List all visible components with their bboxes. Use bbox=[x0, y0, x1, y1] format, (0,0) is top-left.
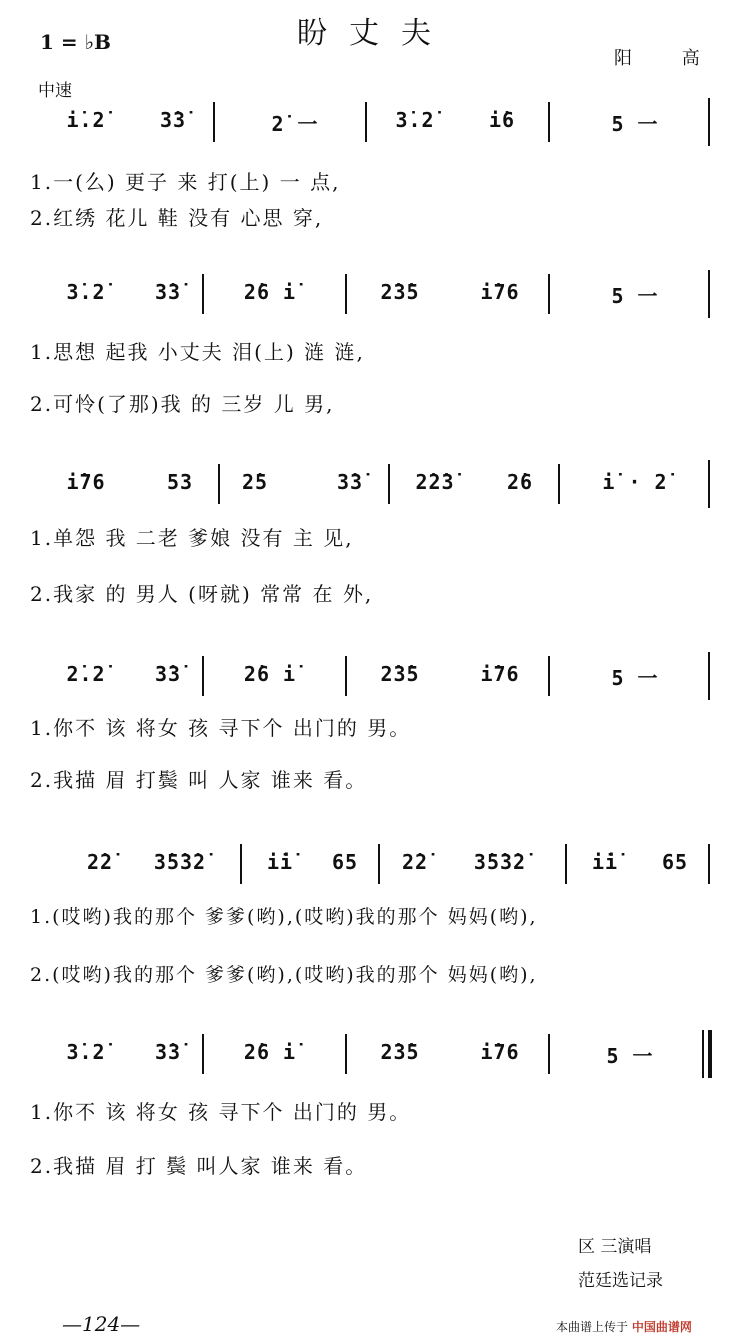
note-group: 2̇6 bbox=[506, 470, 534, 494]
bar-line bbox=[202, 1034, 204, 1074]
note-group: 2̇.2̇ bbox=[66, 662, 106, 686]
bar-line bbox=[388, 464, 390, 504]
lyric-verse-1: 1.(哎哟)我的那个 爹爹(哟),(哎哟)我的那个 妈妈(哟), bbox=[30, 906, 538, 928]
note-group: 65 bbox=[331, 850, 359, 874]
note-group: 3̇.2̇ bbox=[395, 108, 435, 132]
lyric-verse-2: 2.(哎哟)我的那个 爹爹(哟),(哎哟)我的那个 妈妈(哟), bbox=[30, 964, 538, 986]
note-group: 2̇3̇5 bbox=[380, 662, 420, 686]
bar-line bbox=[708, 98, 710, 146]
bar-line bbox=[345, 656, 347, 696]
bar-line bbox=[708, 270, 710, 318]
note-group: 2̇2̇ bbox=[86, 850, 114, 874]
note-group: 5 一 bbox=[606, 1044, 654, 1068]
note-group: 3̇3̇ bbox=[154, 662, 182, 686]
source-brand: 中国曲谱网 bbox=[631, 1320, 692, 1334]
singer-credit: 区 三演唱 bbox=[578, 1237, 652, 1257]
bar-line bbox=[213, 102, 215, 142]
lyric-verse-2: 2.我描 眉 打鬓 叫 人家 谁来 看。 bbox=[30, 768, 368, 792]
note-group: i̇76 bbox=[480, 280, 520, 304]
bar-line bbox=[708, 844, 710, 884]
bar-line bbox=[548, 102, 550, 142]
note-group: 53 bbox=[166, 470, 194, 494]
bar-line bbox=[548, 1034, 550, 1074]
note-group: i̇6 bbox=[488, 108, 516, 132]
note-group: 2̇3̇5 bbox=[380, 280, 420, 304]
key-signature: 1 = ♭B bbox=[40, 30, 111, 54]
bar-line bbox=[240, 844, 242, 884]
notation-line bbox=[30, 270, 720, 318]
recorder-credit: 范廷选记录 bbox=[578, 1271, 663, 1291]
note-group: 2̇ 一 bbox=[271, 112, 319, 136]
source-note: 本曲谱上传于 bbox=[556, 1320, 629, 1334]
tempo-marking: 中速 bbox=[38, 81, 72, 101]
lyric-verse-1: 1.一(么) 更子 来 打(上) 一 点, bbox=[30, 170, 341, 194]
note-group: 2̇2̇ bbox=[401, 850, 429, 874]
notation-line bbox=[30, 1030, 720, 1078]
note-group: 3̇.2̇ bbox=[66, 280, 106, 304]
region-label: 阳 高 bbox=[614, 48, 722, 69]
notation-line bbox=[30, 652, 720, 700]
note-group: 5 一 bbox=[611, 666, 659, 690]
lyric-verse-1: 1.思想 起我 小丈夫 泪(上) 涟 涟, bbox=[30, 340, 365, 364]
bar-line bbox=[218, 464, 220, 504]
note-group: i̇76 bbox=[480, 1040, 520, 1064]
note-group: 2̇6 i̇ bbox=[243, 662, 297, 686]
bar-line bbox=[565, 844, 567, 884]
bar-line bbox=[378, 844, 380, 884]
bar-line bbox=[708, 460, 710, 508]
bar-line bbox=[345, 274, 347, 314]
bar-line bbox=[558, 464, 560, 504]
note-group: 3̇.2̇ bbox=[66, 1040, 106, 1064]
bar-line bbox=[548, 656, 550, 696]
note-group: 3̇5̇3̇2̇ bbox=[473, 850, 527, 874]
page-number: —124— bbox=[62, 1312, 141, 1336]
note-group: 2̇6 i̇ bbox=[243, 280, 297, 304]
song-title: 盼丈夫 bbox=[297, 16, 453, 51]
bar-line bbox=[202, 656, 204, 696]
lyric-verse-1: 1.你不 该 将女 孩 寻下个 出门的 男。 bbox=[30, 1100, 412, 1124]
note-group: 2̇3̇5 bbox=[380, 1040, 420, 1064]
source-watermark bbox=[556, 1318, 692, 1335]
lyric-verse-2: 2.我家 的 男人 (呀就) 常常 在 外, bbox=[30, 582, 374, 606]
final-bar-line bbox=[708, 1030, 712, 1078]
note-group: 65 bbox=[661, 850, 689, 874]
lyric-verse-1: 1.单怨 我 二老 爹娘 没有 主 见, bbox=[30, 526, 354, 550]
note-group: 2̇2̇3̇ bbox=[415, 470, 455, 494]
note-group: 3̇3̇ bbox=[159, 108, 187, 132]
lyric-verse-2: 2.红绣 花儿 鞋 没有 心思 穿, bbox=[30, 206, 324, 230]
note-group: i̇i̇ bbox=[591, 850, 619, 874]
note-group: i̇.2̇ bbox=[66, 108, 106, 132]
note-group: 5 一 bbox=[611, 112, 659, 136]
notation-line bbox=[30, 840, 720, 888]
note-group: 5 一 bbox=[611, 284, 659, 308]
bar-line bbox=[365, 102, 367, 142]
note-group: i̇ · 2̇ bbox=[602, 470, 668, 494]
note-group: i̇76 bbox=[66, 470, 106, 494]
note-group: 2̇5 bbox=[241, 470, 269, 494]
note-group: i̇i̇ bbox=[266, 850, 294, 874]
lyric-verse-2: 2.我描 眉 打 鬓 叫人家 谁来 看。 bbox=[30, 1154, 368, 1178]
note-group: 3̇3̇ bbox=[336, 470, 364, 494]
notation-line bbox=[30, 98, 720, 146]
note-group: 3̇3̇ bbox=[154, 1040, 182, 1064]
bar-line bbox=[345, 1034, 347, 1074]
note-group: 2̇6 i̇ bbox=[243, 1040, 297, 1064]
note-group: 3̇3̇ bbox=[154, 280, 182, 304]
note-group: i̇76 bbox=[480, 662, 520, 686]
notation-line bbox=[30, 460, 720, 508]
bar-line bbox=[548, 274, 550, 314]
bar-line bbox=[702, 1030, 704, 1078]
bar-line bbox=[708, 652, 710, 700]
bar-line bbox=[202, 274, 204, 314]
lyric-verse-2: 2.可怜(了那)我 的 三岁 儿 男, bbox=[30, 392, 335, 416]
lyric-verse-1: 1.你不 该 将女 孩 寻下个 出门的 男。 bbox=[30, 716, 412, 740]
note-group: 3̇5̇3̇2̇ bbox=[153, 850, 207, 874]
